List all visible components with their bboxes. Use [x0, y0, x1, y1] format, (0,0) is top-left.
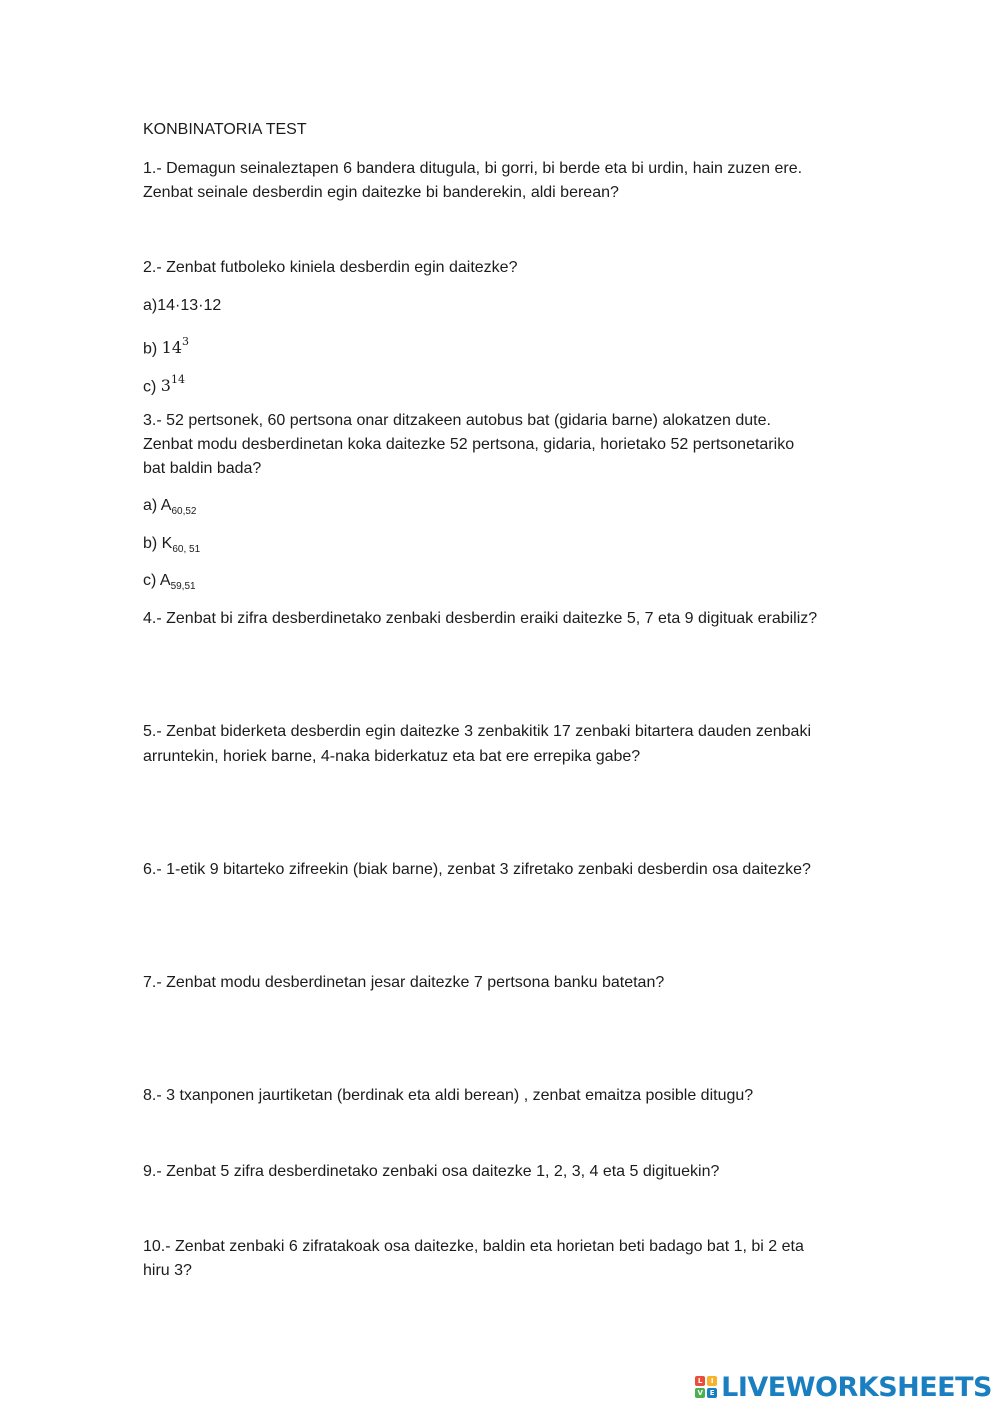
- question-3-line-3: bat baldin bada?: [143, 460, 262, 477]
- logo-cell-2: I: [707, 1376, 717, 1386]
- question-4: 4.- Zenbat bi zifra desberdinetako zenbaki desberdin eraiki daitezke 5, 7 eta 9 digituak erabiliz?: [143, 610, 818, 627]
- question-3-option-c-subscript: 59,51: [170, 581, 196, 592]
- question-3-line-2: Zenbat modu desberdinetan koka daitezke 52 pertsona, gidaria, horietako 52 pertsonetariko: [143, 436, 795, 453]
- question-2-option-b-label: b): [143, 340, 162, 358]
- question-3-line-1: 3.- 52 pertsonek, 60 pertsona onar ditzakeen autobus bat (gidaria barne) alokatzen dute.: [143, 412, 771, 429]
- question-2-option-b-math: [161, 335, 190, 358]
- question-2-option-b-base: 14: [161, 338, 183, 358]
- question-2-option-c-label: c): [143, 378, 161, 396]
- question-2-option-c-math: [160, 373, 185, 396]
- question-9: 9.- Zenbat 5 zifra desberdinetako zenbaki osa daitezke 1, 2, 3, 4 eta 5 digituekin?: [143, 1163, 720, 1180]
- question-3-option-a: [143, 494, 197, 520]
- question-2-option-c-base: 3: [160, 376, 171, 396]
- question-2-line-1: 2.- Zenbat futboleko kiniela desberdin egin daitezke?: [143, 259, 518, 276]
- logo-cell-4: E: [707, 1388, 717, 1398]
- question-1-line-1: 1.- Demagun seinaleztapen 6 bandera ditugula, bi gorri, bi berde eta bi urdin, hain zuzen ere.: [143, 160, 803, 177]
- worksheet-title: KONBINATORIA TEST: [143, 121, 307, 138]
- question-1-line-2: Zenbat seinale desberdin egin daitezke bi banderekin, aldi berean?: [143, 184, 619, 201]
- question-6: 6.- 1-etik 9 bitarteko zifreekin (biak barne), zenbat 3 zifretako zenbaki desberdin osa daitezke?: [143, 861, 811, 878]
- question-3-option-b: [143, 532, 200, 558]
- question-8: 8.- 3 txanponen jaurtiketan (berdinak eta aldi berean) , zenbat emaitza posible ditugu?: [143, 1087, 754, 1104]
- question-5-line-2: arruntekin, horiek barne, 4-naka biderkatuz eta bat ere errepika gabe?: [143, 748, 641, 765]
- question-2-option-c: [143, 370, 185, 399]
- liveworksheets-logo[interactable]: [695, 1367, 992, 1407]
- question-3-option-a-label: a) A: [143, 497, 172, 514]
- logo-cell-3: V: [695, 1388, 705, 1398]
- question-2-option-a: a)14·13·12: [143, 297, 222, 314]
- question-3-option-a-subscript: 60,52: [171, 506, 197, 517]
- question-10-line-1: 10.- Zenbat zenbaki 6 zifratakoak osa daitezke, baldin eta horietan beti badago bat 1, bi 2 eta: [143, 1238, 804, 1255]
- logo-icon: [695, 1376, 717, 1398]
- question-5-line-1: 5.- Zenbat biderketa desberdin egin daitezke 3 zenbakitik 17 zenbaki bitartera dauden zenbaki: [143, 723, 811, 740]
- logo-text: LIVEWORKSHEETS: [721, 1371, 992, 1403]
- question-2-option-b: [143, 332, 189, 361]
- question-3-option-b-subscript: 60, 51: [172, 544, 201, 555]
- question-3-option-c: [143, 569, 196, 595]
- logo-cell-1: L: [695, 1376, 705, 1386]
- question-7: 7.- Zenbat modu desberdinetan jesar daitezke 7 pertsona banku batetan?: [143, 974, 665, 991]
- question-3-option-b-label: b) K: [143, 535, 173, 552]
- question-10-line-2: hiru 3?: [143, 1262, 192, 1279]
- question-3-option-c-label: c) A: [143, 572, 171, 589]
- question-2-option-c-exponent: 14: [170, 373, 185, 386]
- question-2-option-b-exponent: 3: [182, 335, 190, 348]
